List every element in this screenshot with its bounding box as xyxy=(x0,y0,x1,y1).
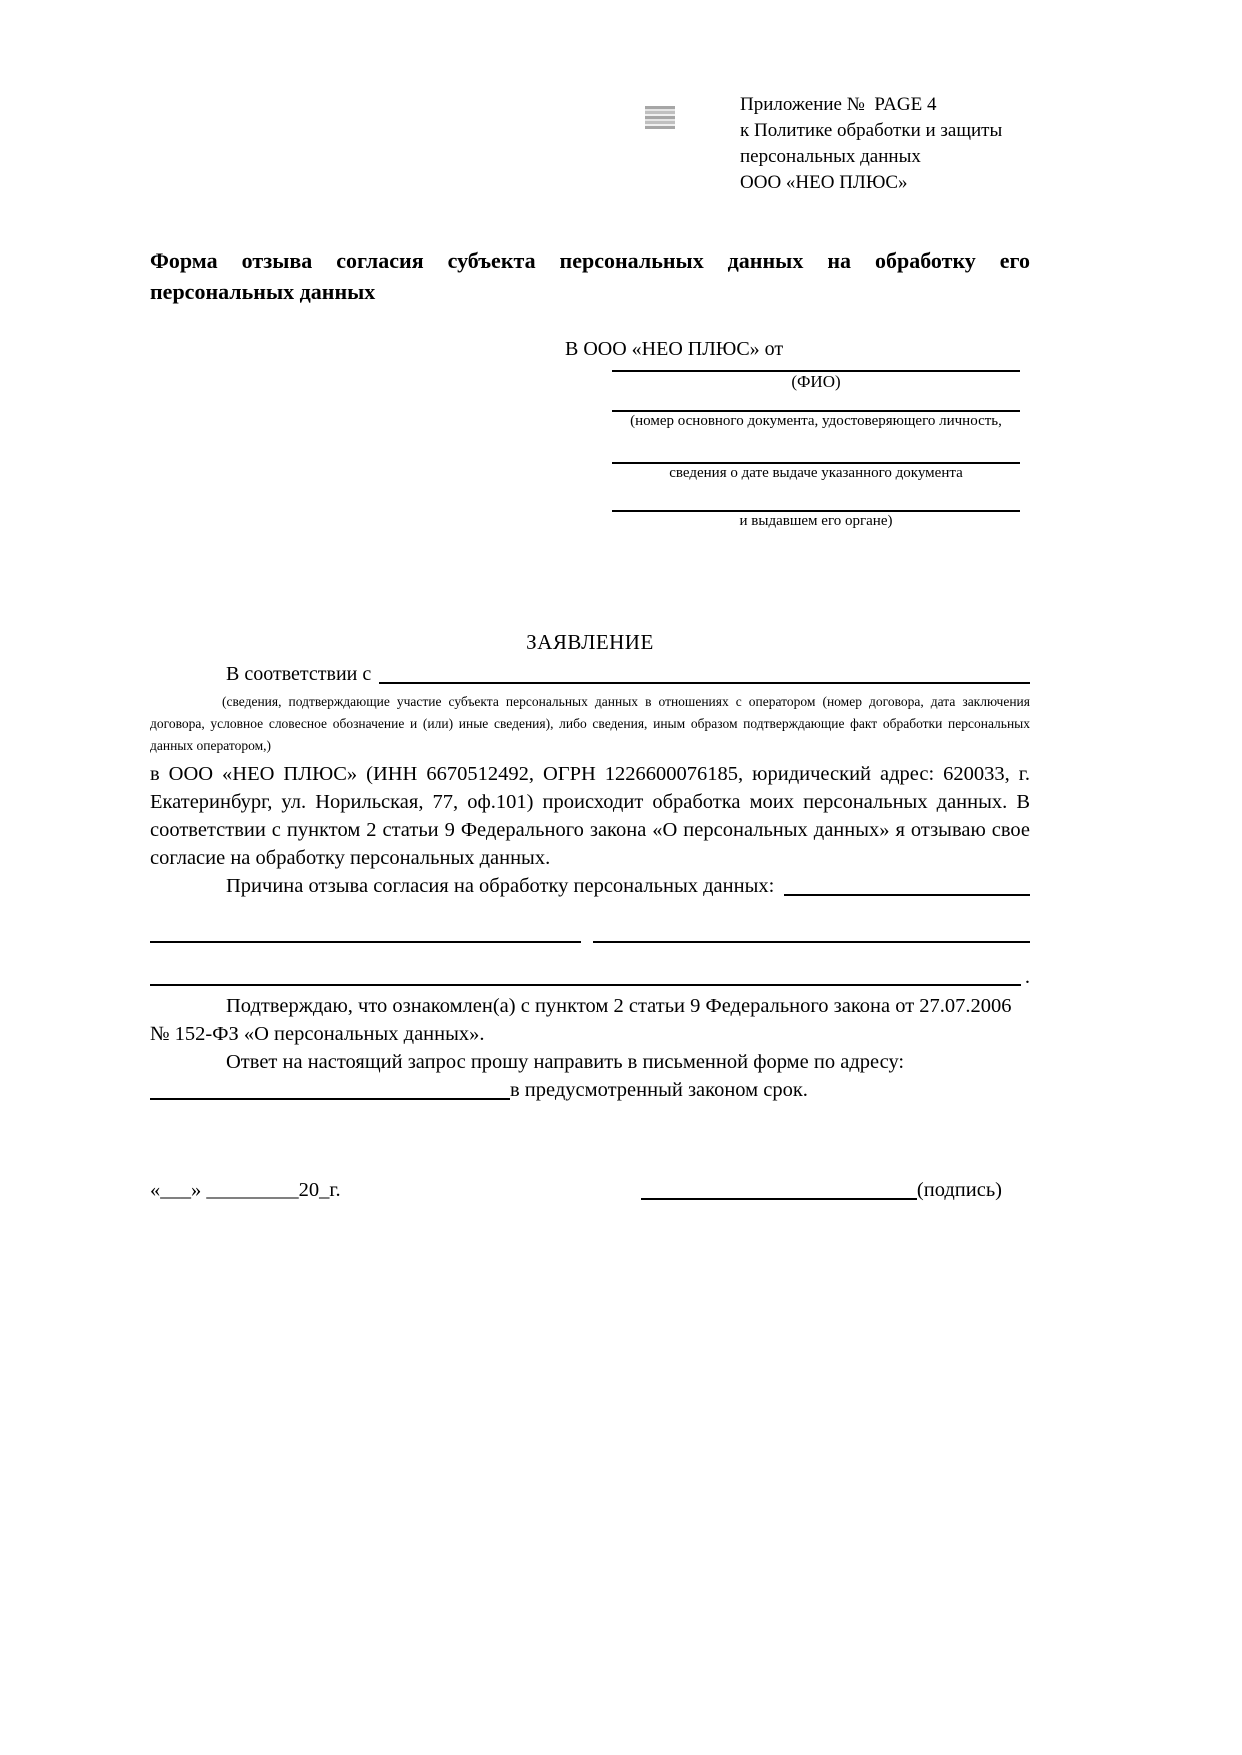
signature-caption: (подпись) xyxy=(916,1179,1002,1201)
blank-line-segment xyxy=(150,984,1021,986)
reason-blank-row-2 xyxy=(150,968,1030,986)
appendix-line-3: персональных данных xyxy=(740,146,921,167)
address-blank-line xyxy=(150,1098,510,1100)
intro-label: В соответствии с xyxy=(226,663,372,685)
date-line: «___» _________20_г. xyxy=(150,1179,341,1201)
appendix-block xyxy=(740,92,1040,196)
document-number-caption: (номер основного документа, удостоверяющего личность, xyxy=(630,413,1002,429)
blank-line-terminator: . xyxy=(1024,966,1030,988)
statement-body: в ООО «НЕО ПЛЮС» (ИНН 6670512492, ОГРН 1226600076185, юридический адрес: 620033, г. Екатеринбург, ул. Норильская, 77, оф.101) происходит обработка моих персональных данных. В соответствии с пунктом 2 статьи 9 Федерального закона «О персональных данных» я отзываю свое согласие на обработку персональных данных. xyxy=(150,763,1030,869)
intro-blank-line xyxy=(379,682,1030,684)
document-title: Форма отзыва согласия субъекта персональных данных на обработку его персональных данных xyxy=(150,248,1030,304)
reason-blank-row-1 xyxy=(150,941,1030,943)
reply-tail-text: в предусмотренный законом срок. xyxy=(510,1079,808,1101)
document-content xyxy=(150,0,1030,1204)
recipient-block xyxy=(565,337,1030,531)
fio-caption: (ФИО) xyxy=(791,372,841,391)
appendix-line-4: ООО «НЕО ПЛЮС» xyxy=(740,172,908,193)
issue-date-field xyxy=(612,462,1020,483)
statement-heading: ЗАЯВЛЕНИЕ xyxy=(526,630,654,654)
reply-address-row xyxy=(150,1076,1030,1104)
blank-line-segment xyxy=(150,941,581,943)
reply-request-paragraph: Ответ на настоящий запрос прошу направить в письменной форме по адресу: xyxy=(226,1051,905,1073)
issue-date-caption: сведения о дате выдаче указанного документа xyxy=(669,465,963,481)
fio-field xyxy=(612,370,1020,392)
signature-group xyxy=(641,1176,1002,1204)
reason-row xyxy=(150,872,1030,900)
appendix-line-1: Приложение № PAGE 4 xyxy=(740,94,937,115)
signature-blank-line xyxy=(641,1198,917,1200)
recipient-to-line: В ООО «НЕО ПЛЮС» от xyxy=(565,338,784,360)
issuer-field xyxy=(612,510,1020,531)
date-signature-row xyxy=(150,1176,1030,1204)
issuer-caption: и выдавшем его органе) xyxy=(739,513,893,529)
reason-blank-line xyxy=(784,894,1030,896)
appendix-line-2: к Политике обработки и защиты xyxy=(740,120,1003,141)
footnote-text: (сведения, подтверждающие участие субъекта персональных данных в отношениях с оператором (номер договора, дата заключения договора, условное словесное обозначение и (или) иные сведения), либо сведения, иным образом подтверждающие факт обработки персональных данных оператором,) xyxy=(150,694,1030,753)
reason-label: Причина отзыва согласия на обработку персональных данных: xyxy=(226,875,775,897)
confirmation-paragraph: Подтверждаю, что ознакомлен(а) с пунктом 2 статьи 9 Федерального закона от 27.07.2006 № 152-ФЗ «О персональных данных». xyxy=(150,995,1012,1045)
document-number-field xyxy=(612,410,1020,431)
intro-row xyxy=(150,661,1030,688)
blank-line-segment xyxy=(593,941,1030,943)
